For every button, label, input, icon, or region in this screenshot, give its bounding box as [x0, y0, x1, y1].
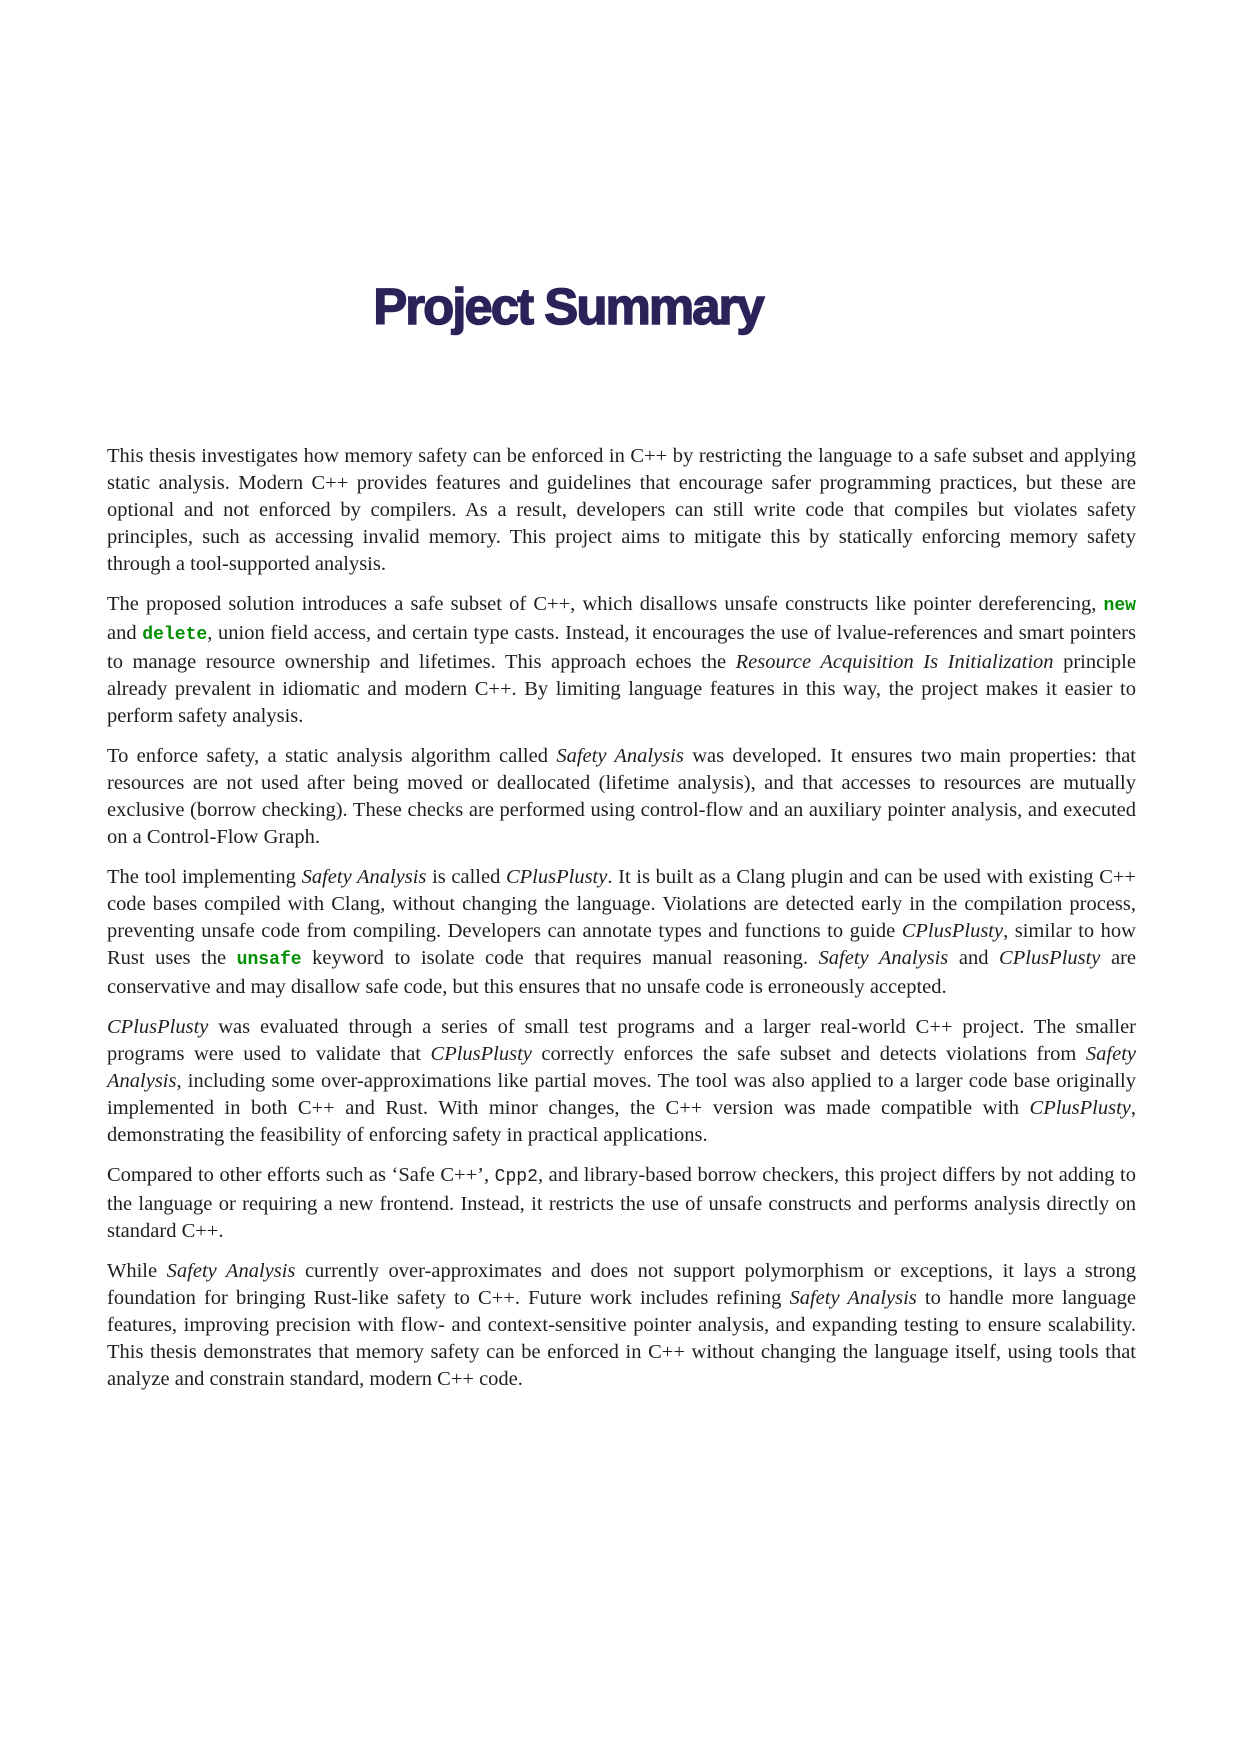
paragraph	[107, 1258, 1136, 1393]
text-run: Resource Acquisition Is Initialization	[735, 651, 1054, 673]
text-run: currently over-approximates and does not support polymorphism or exceptions, it lays a strong foundation for bringing Rust-like safety to C++. Future work includes refining	[107, 1260, 1137, 1309]
code-keyword: delete	[142, 625, 208, 645]
text-run: , and library-based borrow checkers, this project differs by not adding to the language or requiring a new frontend. Instead, it restricts the use of unsafe constructs and performs analysis directly on standard C++.	[107, 1164, 1136, 1242]
text-run: . It is built as a Clang plugin and can be used with existing C++ code bases compiled with Clang, without changing the language. Violations are detected early in the compilation process, preventing unsafe code from compiling. Developers can annotate types and functions to guide	[107, 866, 1136, 942]
paragraph	[107, 591, 1136, 730]
summary-body	[107, 443, 1136, 1406]
text-run: CPlusPlusty	[901, 920, 1004, 942]
text-run: Safety Analysis	[107, 1043, 1136, 1092]
text-run: correctly enforces the safe subset and detects violations from	[531, 1043, 1086, 1065]
text-run: The proposed solution introduces a safe subset of C++, which disallows unsafe constructs like pointer dereferencing,	[107, 593, 1104, 615]
paragraph	[107, 743, 1136, 851]
paragraph	[107, 864, 1136, 1001]
code-keyword: new	[1103, 596, 1136, 616]
paragraph	[107, 1014, 1136, 1149]
text-run: Safety Analysis	[301, 866, 427, 888]
text-run: CPlusPlusty	[999, 947, 1101, 969]
text-run: Safety Analysis	[789, 1287, 917, 1309]
text-run: , including some over-approximations like partial moves. The tool was also applied to a larger code base originally implemented in both C++ and Rust. With minor changes, the C++ version was made compatible with	[107, 1070, 1136, 1119]
text-run: , similar to how Rust uses the	[107, 920, 1136, 969]
text-run: and	[107, 622, 143, 644]
text-run: was developed. It ensures two main properties: that resources are not used after being moved or deallocated (lifetime analysis), and that accesses to resources are mutually exclusive (borrow checking). These checks are performed using control-flow and an auxiliary pointer analysis, and executed on a Control-Flow Graph.	[107, 745, 1136, 848]
text-run: , demonstrating the feasibility of enforcing safety in practical applications.	[107, 1097, 1136, 1146]
text-run: CPlusPlusty	[107, 1016, 209, 1038]
text-run: CPlusPlusty	[430, 1043, 532, 1065]
text-run: Safety Analysis	[166, 1260, 296, 1282]
text-run: and	[948, 947, 1000, 969]
code-inline: Cpp2	[494, 1167, 538, 1187]
paragraph	[107, 443, 1136, 578]
text-run: was evaluated through a series of small test programs and a larger real-world C++ project. The smaller programs were used to validate that	[107, 1016, 1136, 1065]
text-run: is called	[426, 866, 506, 888]
page-title: Project Summary	[373, 278, 763, 336]
text-run: to handle more language features, improving precision with flow- and context-sensitive pointer analysis, and expanding testing to ensure scalability. This thesis demonstrates that memory safety can be enforced in C++ without changing the language itself, using tools that analyze and constrain standard, modern C++ code.	[107, 1287, 1137, 1390]
text-run: CPlusPlusty	[505, 866, 608, 888]
text-run: The tool implementing	[107, 866, 302, 888]
text-run: While	[107, 1260, 167, 1282]
text-run: Compared to other efforts such as ‘Safe C++’,	[107, 1164, 495, 1186]
text-run: This thesis investigates how memory safety can be enforced in C++ by restricting the language to a safe subset and applying static analysis. Modern C++ provides features and guidelines that encourage safer programming practices, but these are optional and not enforced by compilers. As a result, developers can still write code that compiles but violates safety principles, such as accessing invalid memory. This project aims to mitigate this by statically enforcing memory safety through a tool-supported analysis.	[107, 445, 1136, 575]
text-run: principle already prevalent in idiomatic and modern C++. By limiting language features in this way, the project makes it easier to perform safety analysis.	[107, 651, 1136, 727]
text-run: , union field access, and certain type casts. Instead, it encourages the use of lvalue-references and smart pointers to manage resource ownership and lifetimes. This approach echoes the	[107, 622, 1136, 673]
text-run: CPlusPlusty	[1029, 1097, 1131, 1119]
text-run: Safety Analysis	[818, 947, 949, 969]
text-run: are conservative and may disallow safe code, but this ensures that no unsafe code is erroneously accepted.	[107, 947, 1136, 998]
text-run: Safety Analysis	[556, 745, 684, 767]
paragraph	[107, 1162, 1136, 1245]
code-keyword: unsafe	[236, 950, 302, 970]
text-run: To enforce safety, a static analysis algorithm called	[107, 745, 557, 767]
text-run: keyword to isolate code that requires manual reasoning.	[301, 947, 819, 969]
